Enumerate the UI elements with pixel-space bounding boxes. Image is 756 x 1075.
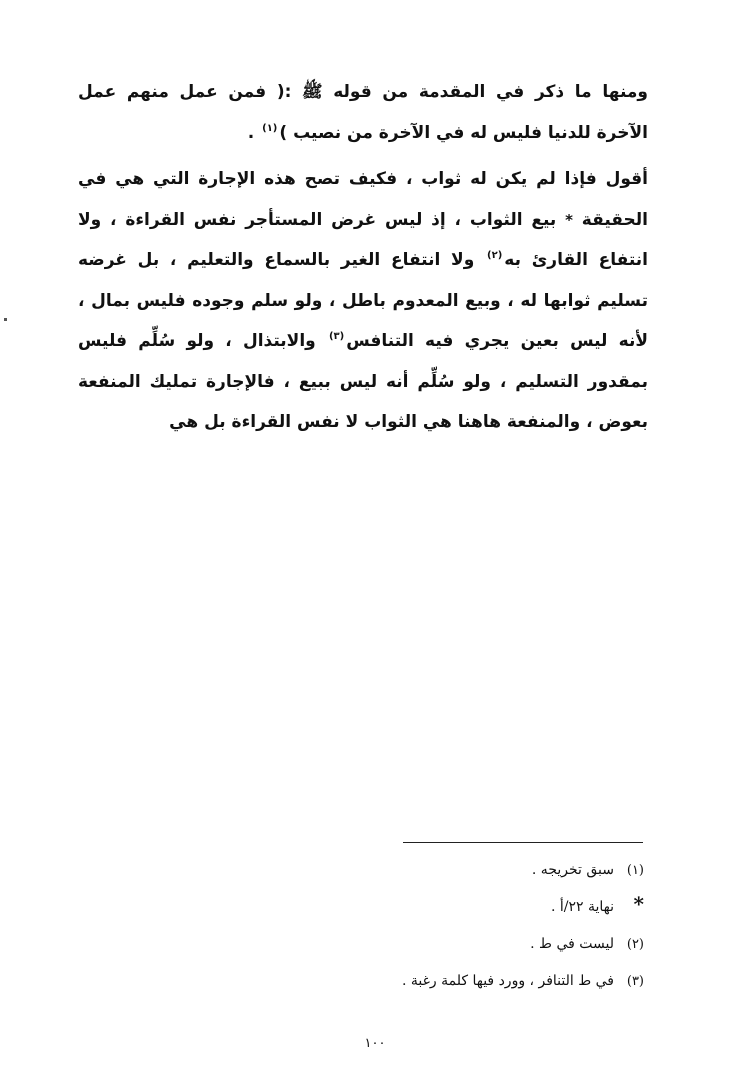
footnote-3: [300, 963, 644, 1000]
footnote-reference: (٣): [328, 331, 345, 342]
footnote-reference: (٢): [487, 250, 503, 261]
footnote-1: [300, 852, 644, 889]
text-run: أقول فإذا لم يكن له ثواب ، فكيف تصح هذه الإجارة التي هي في الحقيقة: [78, 169, 648, 230]
text-run: ومنها ما ذكر في المقدمة من قوله ﷺ :( فمن عمل منهم عمل الآخرة للدنيا فليس له في الآخرة من نصيب ): [78, 82, 648, 143]
text-run: والابتذال ، ولو سُلِّم فليس بمقدور التسليم ، ولو سُلِّم أنه ليس ببيع ، فالإجارة تمليك المنفعة بعوض ، والمنفعة هاهنا هي الثواب لا نفس القراءة بل هي: [78, 331, 648, 432]
footnote-separator: [403, 842, 643, 843]
paragraph-2: [78, 159, 648, 443]
text-run: بيع الثواب ، إذ ليس غرض المستأجر نفس القراءة ، ولا انتفاع القارئ به: [78, 209, 648, 270]
page-number: ١٠٠: [364, 1036, 386, 1051]
footnotes: [300, 852, 644, 1000]
footnote-star: * نهاية ٢٢/أ .: [300, 889, 644, 926]
footnote-text: سبق تخريجه .: [531, 862, 614, 878]
footnote-text: نهاية ٢٢/أ .: [550, 899, 614, 915]
footnote-marker: (٢): [626, 937, 644, 952]
footnote-marker: (٣): [626, 974, 644, 989]
footnote-text: ليست في ط .: [530, 936, 614, 952]
footnote-text: في ط التنافر ، وورد فيها كلمة رغبة .: [401, 973, 614, 989]
footnote-2: [300, 926, 644, 963]
text-run: ولا انتفاع الغير بالسماع والتعليم ، بل غرضه تسليم ثوابها له ، وبيع المعدوم باطل ، ولو سلم وجوده فليس بمال ، لأنه ليس بعين يجري فيه التنافس: [78, 250, 648, 351]
footnote-reference: (١): [262, 122, 278, 134]
paragraph-1: [78, 72, 648, 153]
text-run: .: [247, 122, 261, 143]
scan-margin-mark: [4, 318, 7, 321]
page-break-marker: *: [565, 210, 573, 229]
footnote-marker: (١): [626, 863, 644, 878]
main-text: [78, 72, 648, 443]
